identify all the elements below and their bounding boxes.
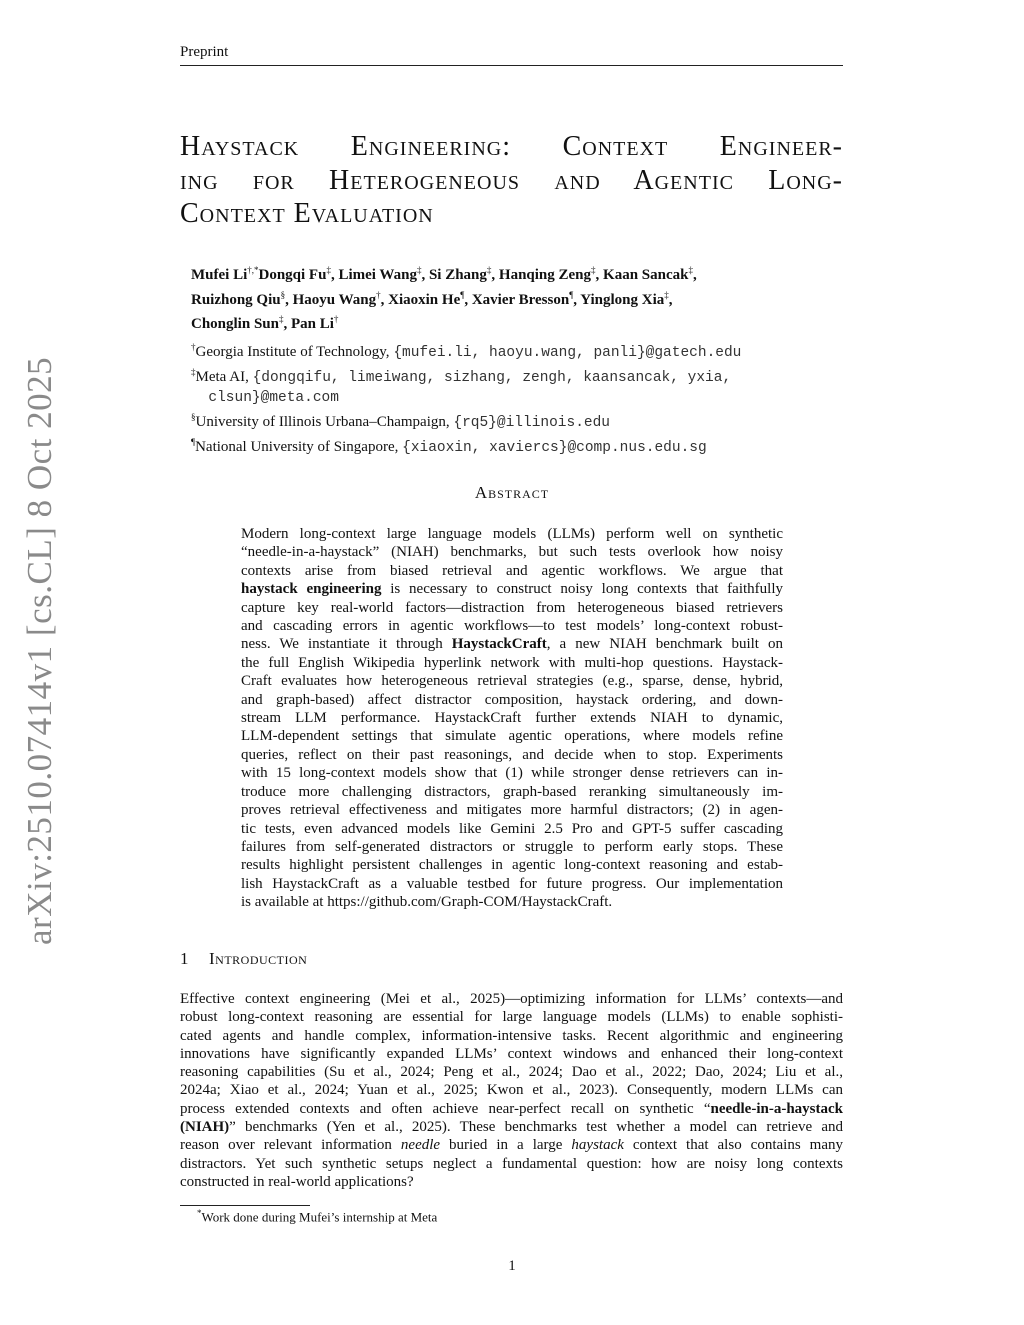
- text-line: [180, 1155, 843, 1173]
- title-line: Context Evaluation: [180, 198, 434, 229]
- text-segment: {mufei.li, haoyu.wang, panli}@gatech.edu: [393, 345, 742, 361]
- text-segment: (NIAH): [180, 1119, 230, 1136]
- footnote-symbol: §: [280, 289, 286, 300]
- text-line: [241, 691, 783, 709]
- text-segment: queries, reflect on their past reasonings, and decide when to stop. Experiments: [241, 746, 783, 763]
- text-line: [241, 525, 783, 543]
- text-segment: {xiaoxin, xaviercs}@comp.nus.edu.sg: [402, 440, 707, 456]
- text-segment: process extended contexts and often achieve near-perfect recall on synthetic “: [180, 1100, 711, 1117]
- text-line: [241, 672, 783, 690]
- footnote-symbol: ‡: [416, 265, 422, 275]
- text-segment: , Haoyu Wang: [285, 291, 377, 308]
- text-segment: and graph-based) affect distractor composition, haystack ordering, and down-: [241, 691, 783, 708]
- text-segment: context that also contains many: [623, 1137, 843, 1154]
- text-segment: needle: [400, 1137, 441, 1154]
- text-segment: , Pan Li: [283, 316, 334, 332]
- text-segment: National University of Singapore,: [195, 439, 403, 455]
- abstract-heading: Abstract: [474, 483, 550, 502]
- affiliations: [191, 338, 741, 458]
- text-segment: Ruizhong Qiu: [191, 291, 281, 308]
- text-segment: , a new NIAH benchmark built on: [546, 636, 784, 653]
- text-segment: , Xavier Bresson: [464, 291, 570, 308]
- text-segment: Mufei Li: [191, 267, 248, 283]
- text-segment: , Hanqing Zeng: [491, 267, 592, 283]
- footnote-rule: [180, 1205, 310, 1206]
- text-segment: 2024a; Xiao et al., 2024; Yuan et al., 2025; Kwon et al., 2023). Consequently, modern LLMs can: [180, 1082, 843, 1099]
- text-line: [180, 1045, 843, 1063]
- text-segment: contexts arise from biased retrieval and agentic workflows. We argue that: [241, 562, 783, 579]
- text-segment: , Kaan Sancak: [595, 267, 689, 283]
- text-segment: results highlight persistent challenges in agentic long-context reasoning and estab-: [241, 857, 783, 874]
- text-line: [180, 990, 843, 1008]
- text-segment: robust long-context reasoning are essential for large language models (LLMs) to enable sophisti-: [180, 1009, 843, 1026]
- footnote-symbol: †,*: [247, 265, 259, 275]
- text-segment: is available at https://github.com/Graph-COM/HaystackCraft.: [241, 894, 613, 911]
- text-line: [241, 820, 783, 838]
- text-line: [191, 433, 741, 458]
- text-segment: , Yinglong Xia: [573, 291, 665, 308]
- text-segment: buried in a large: [440, 1137, 572, 1154]
- text-line: [180, 1008, 843, 1026]
- text-line: [241, 893, 783, 911]
- text-segment: distractors. Yet such synthetic setups neglect a fundamental question: how are noisy long contexts: [180, 1155, 843, 1172]
- footnote: [197, 1208, 437, 1225]
- page-number: 1: [508, 1258, 516, 1274]
- text-line: [191, 408, 741, 433]
- text-segment: needle-in-a-haystack: [710, 1100, 843, 1117]
- text-segment: HaystackCraft: [451, 636, 547, 653]
- text-line: [241, 654, 783, 672]
- text-line: [191, 338, 741, 363]
- text-segment: , Limei Wang: [330, 267, 417, 283]
- paper-title: [180, 130, 843, 231]
- text-line: [241, 746, 783, 764]
- text-line: [241, 727, 783, 745]
- footnote-symbol: †: [376, 289, 381, 300]
- footnote-symbol: ‡: [591, 265, 596, 275]
- text-segment: Effective context engineering (Mei et al., 2025)—optimizing information for LLMs’ contexts—and: [180, 991, 843, 1007]
- text-segment: cated agents and handle complex, information-intensive tasks. Recent algorithmic and engineering: [180, 1027, 843, 1044]
- text-segment: Craft evaluates how heterogeneous retrieval strategies (e.g., sparse, dense, hybrid,: [241, 673, 783, 690]
- footnote-symbol: ‡: [664, 289, 669, 300]
- text-segment: Modern long-context large language models (LLMs) perform well on synthetic: [241, 526, 783, 542]
- text-line: [241, 599, 783, 617]
- text-line: [191, 363, 741, 388]
- text-segment: tic tests, even advanced models like Gemini 2.5 Pro and GPT-5 suffer cascading: [241, 820, 783, 837]
- text-segment: University of Illinois Urbana–Champaign,: [195, 414, 454, 430]
- footnote-symbol: ¶: [569, 289, 574, 300]
- footnote-text: Work done during Mufei’s internship at Meta: [201, 1209, 438, 1225]
- text-segment: Georgia Institute of Technology,: [195, 344, 394, 360]
- footnote-symbol: ‡: [278, 314, 284, 324]
- text-segment: , Si Zhang: [421, 267, 487, 283]
- text-line: [191, 310, 697, 335]
- footnote-symbol: ¶: [191, 437, 196, 447]
- text-segment: haystack: [571, 1137, 624, 1154]
- footnote-symbol: †: [191, 342, 196, 352]
- text-line: [241, 709, 783, 727]
- title-line: ing for Heterogeneous and Agentic Long-: [180, 164, 843, 196]
- text-line: [241, 580, 783, 598]
- text-segment: clsun}@meta.com: [191, 390, 339, 406]
- footnote-symbol: ‡: [688, 265, 693, 275]
- footnote-symbol: §: [191, 412, 196, 422]
- arxiv-identifier: arXiv:2510.07414v1 [cs.CL] 8 Oct 2025: [20, 356, 59, 945]
- footnote-symbol: ‡: [486, 265, 492, 275]
- text-line: [180, 1063, 843, 1081]
- text-line: [180, 1118, 843, 1136]
- section-heading-introduction: [180, 949, 307, 969]
- title-line: Haystack Engineering: Context Engineer-: [180, 131, 843, 162]
- text-segment: ness. We instantiate it through: [241, 636, 452, 653]
- text-line: [180, 1136, 843, 1154]
- text-line: [191, 286, 697, 311]
- text-segment: , Xiaoxin He: [380, 291, 461, 308]
- text-segment: capture key real-world factors—distraction from heterogeneous biased retrievers: [241, 599, 783, 616]
- text-segment: innovations have significantly expanded LLMs’ context windows and enhanced their long-context: [180, 1045, 843, 1062]
- text-segment: “needle-in-a-haystack” (NIAH) benchmarks, but such tests overlook how noisy: [241, 544, 783, 561]
- text-segment: {rq5}@illinois.edu: [453, 415, 611, 431]
- text-line: [241, 801, 783, 819]
- text-line: [180, 1081, 843, 1099]
- text-line: [241, 635, 783, 653]
- section-number: 1: [180, 949, 189, 968]
- section-title: Introduction: [209, 949, 308, 968]
- introduction-body: [180, 990, 843, 1191]
- header-rule: [180, 65, 843, 66]
- author-list: [191, 261, 697, 335]
- text-segment: Dongqi Fu: [258, 267, 327, 283]
- text-segment: ” benchmarks (Yen et al., 2025). These benchmarks test whether a model can retrieve and: [229, 1119, 843, 1136]
- text-line: [241, 562, 783, 580]
- abstract-body: [241, 525, 783, 912]
- text-segment: ,: [668, 291, 673, 308]
- text-segment: reasoning capabilities (Su et al., 2024; Peng et al., 2024; Dao et al., 2022; Dao, 2024; Liu et al.,: [180, 1064, 843, 1081]
- text-line: [180, 1100, 843, 1118]
- text-line: [191, 261, 697, 286]
- footnote-symbol: ‡: [191, 367, 196, 377]
- text-line: [191, 388, 741, 408]
- text-segment: and cascading errors in agentic workflows—to test models’ long-context robust-: [241, 618, 783, 635]
- footnote-symbol: †: [333, 314, 339, 324]
- text-segment: with 15 long-context models show that (1) while stronger dense retrievers can in-: [241, 765, 783, 782]
- footnote-symbol: ‡: [326, 265, 331, 275]
- text-line: [241, 543, 783, 561]
- text-segment: {dongqifu, limeiwang, sizhang, zengh, kaansancak, yxia,: [252, 370, 732, 386]
- footnote-symbol: ¶: [460, 289, 465, 300]
- text-segment: haystack engineering: [241, 581, 382, 598]
- text-segment: Chonglin Sun: [191, 316, 279, 332]
- text-line: [241, 764, 783, 782]
- text-segment: lish HaystackCraft as a valuable testbed for future progress. Our implementation: [241, 875, 783, 892]
- text-line: [180, 1173, 843, 1191]
- footnote-mark: *: [197, 1208, 202, 1218]
- text-line: [241, 617, 783, 635]
- text-line: [180, 1027, 843, 1045]
- text-line: [241, 875, 783, 893]
- text-segment: ,: [692, 267, 697, 283]
- text-segment: proves retrieval effectiveness and mitigates more harmful distractors; (2) in agen-: [241, 802, 783, 819]
- text-segment: the full English Wikipedia hyperlink network with multi-hop questions. Haystack-: [241, 654, 783, 671]
- text-segment: is necessary to construct noisy long contexts that faithfully: [381, 581, 783, 598]
- text-segment: reason over relevant information: [180, 1137, 401, 1154]
- text-segment: Meta AI,: [195, 369, 253, 385]
- text-line: [241, 783, 783, 801]
- text-segment: constructed in real-world applications?: [180, 1173, 414, 1190]
- text-segment: LLM-dependent settings that simulate agentic operations, where models refine: [241, 728, 783, 745]
- text-line: [241, 856, 783, 874]
- text-segment: failures from self-generated distractors or struggle to perform early stops. These: [241, 838, 783, 855]
- text-line: [241, 838, 783, 856]
- running-header: Preprint: [180, 44, 229, 60]
- text-segment: troduce more challenging distractors, graph-based reranking simultaneously im-: [241, 783, 783, 800]
- text-segment: stream LLM performance. HaystackCraft further extends NIAH to dynamic,: [241, 710, 783, 727]
